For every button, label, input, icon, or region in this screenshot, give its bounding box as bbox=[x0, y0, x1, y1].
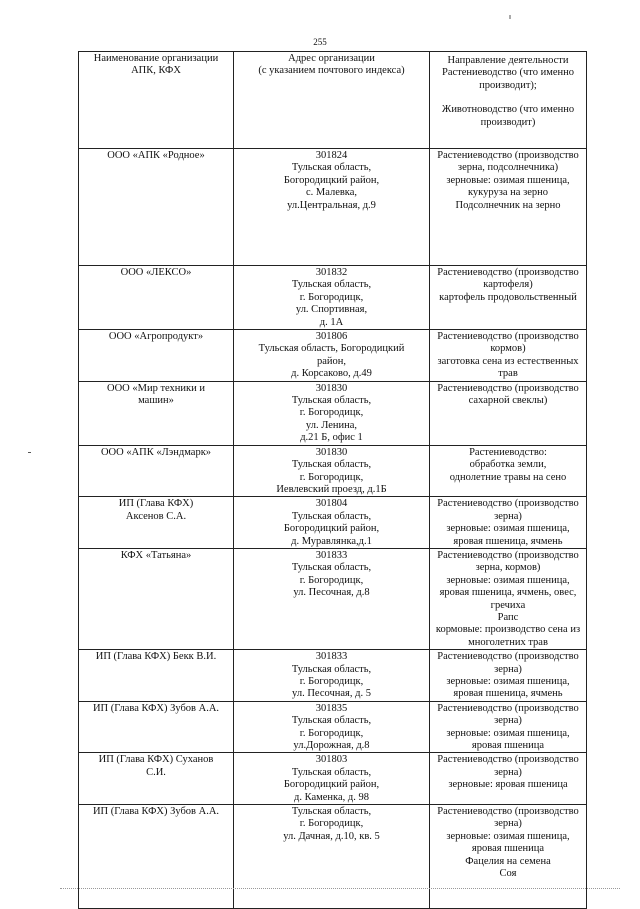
cell-activity bbox=[430, 701, 587, 753]
cell-line: ООО «Мир техники и bbox=[106, 382, 206, 394]
cell-activity bbox=[430, 805, 587, 909]
cell-line: Тульская область, bbox=[291, 663, 372, 675]
cell-name bbox=[79, 266, 234, 330]
table-header-row bbox=[79, 52, 587, 149]
cell-line: г. Богородицк, bbox=[299, 471, 364, 483]
cell-line: Растениеводство (производство bbox=[437, 651, 579, 663]
header-activity bbox=[430, 52, 587, 149]
cell-activity bbox=[430, 445, 587, 497]
cell-line: 301830 bbox=[315, 382, 348, 394]
cell-address bbox=[234, 805, 430, 909]
cell-line: 301804 bbox=[315, 498, 348, 510]
cell-line: С.И. bbox=[146, 766, 166, 778]
cell-line: однолетние травы на сено bbox=[449, 471, 567, 483]
cell-line: яровая пшеница bbox=[471, 843, 545, 855]
cell-name bbox=[79, 753, 234, 805]
cell-line: Животноводство (что именно bbox=[441, 104, 575, 116]
cell-address bbox=[234, 445, 430, 497]
cell-line: Растениеводство: bbox=[469, 446, 547, 458]
cell-name bbox=[79, 548, 234, 649]
cell-line: 301835 bbox=[315, 702, 348, 714]
cell-activity bbox=[430, 753, 587, 805]
cell-line: Тульская область, bbox=[291, 766, 372, 778]
cell-line: Растениеводство (производство bbox=[437, 754, 579, 766]
cell-activity bbox=[430, 381, 587, 445]
cell-line: зерновые: озимая пшеница, bbox=[446, 830, 570, 842]
cell-line: ООО «АПК «Лэндмарк» bbox=[100, 446, 212, 458]
table-row bbox=[79, 753, 587, 805]
cell-line: КФХ «Татьяна» bbox=[120, 549, 192, 561]
cell-line: Растениеводство (производство bbox=[437, 702, 579, 714]
cell-line: зерновые: озимая пшеница, bbox=[446, 523, 570, 535]
table-row bbox=[79, 701, 587, 753]
cell-line: д. Муравлянка,д.1 bbox=[291, 535, 372, 547]
cell-line: Соя bbox=[499, 868, 517, 880]
cell-line: ООО «Агропродукт» bbox=[108, 331, 204, 343]
cell-line: ул.Дорожная, д.8 bbox=[293, 740, 370, 752]
cell-line: д.21 Б, офис 1 bbox=[300, 432, 363, 444]
cell-address bbox=[234, 149, 430, 266]
cell-line: ИП (Глава КФХ) Зубов А.А. bbox=[92, 702, 220, 714]
cell-line: ИП (Глава КФХ) bbox=[118, 498, 194, 510]
page-number: 255 bbox=[313, 37, 327, 47]
cell-line: Растениеводство (производство bbox=[437, 549, 579, 561]
cell-line: зерновые: озимая пшеница, bbox=[446, 174, 570, 186]
cell-activity bbox=[430, 548, 587, 649]
table-row bbox=[79, 330, 587, 382]
cell-line: зерна, подсолнечника) bbox=[457, 162, 559, 174]
cell-address bbox=[234, 753, 430, 805]
cell-line: производит) bbox=[480, 116, 536, 128]
cell-name bbox=[79, 497, 234, 549]
table-row bbox=[79, 548, 587, 649]
cell-line: Тульская область, bbox=[291, 162, 372, 174]
cell-line: Тульская область, Богородицкий bbox=[258, 343, 405, 355]
cell-line: Направление деятельности bbox=[447, 55, 569, 66]
cell-line: Богородицкий район, bbox=[283, 779, 380, 791]
table-body bbox=[79, 149, 587, 909]
cell-line: Аксенов С.А. bbox=[125, 510, 187, 522]
cell-line: трав bbox=[498, 368, 518, 380]
scan-speck bbox=[509, 15, 511, 19]
cell-line: Тульская область, bbox=[291, 395, 372, 407]
cell-line: яровая пшеница, ячмень, овес, bbox=[439, 587, 577, 599]
organizations-table bbox=[78, 51, 587, 909]
cell-line: ул. Спортивная, bbox=[295, 304, 368, 316]
cell-line: производит); bbox=[479, 79, 537, 91]
cell-line: (с указанием почтового индекса) bbox=[258, 65, 405, 77]
cell-line: г. Богородицк, bbox=[299, 407, 364, 419]
cell-name bbox=[79, 650, 234, 702]
cell-line: Растениеводство (производство bbox=[437, 498, 579, 510]
cell-line: 301832 bbox=[315, 267, 348, 278]
header-address bbox=[234, 52, 430, 149]
cell-line: Растениеводство (производство bbox=[437, 267, 579, 278]
table-row bbox=[79, 266, 587, 330]
cell-line: 301833 bbox=[315, 651, 348, 663]
cell-line: сахарной свеклы) bbox=[468, 395, 548, 407]
cell-line: зерна, кормов) bbox=[475, 562, 541, 574]
cell-line: 301833 bbox=[315, 549, 348, 561]
cell-name bbox=[79, 330, 234, 382]
cell-line: Растениеводство (производство bbox=[437, 382, 579, 394]
table-row bbox=[79, 805, 587, 909]
cell-activity bbox=[430, 497, 587, 549]
cell-line: зерновые: яровая пшеница bbox=[448, 779, 568, 791]
cell-line: зерна) bbox=[494, 663, 522, 675]
cell-line: Тульская область, bbox=[291, 459, 372, 471]
table-row bbox=[79, 381, 587, 445]
cell-line: машин» bbox=[138, 395, 174, 407]
cell-line: обработка земли, bbox=[469, 459, 547, 471]
cell-line: Тульская область, bbox=[291, 806, 372, 818]
cell-line: г. Богородицк, bbox=[299, 574, 364, 586]
cell-line: с. Малевка, bbox=[305, 187, 358, 199]
cell-line: зерновые: озимая пшеница, bbox=[446, 727, 570, 739]
cell-name bbox=[79, 149, 234, 266]
cell-line: кормовые: производство сена из bbox=[435, 624, 581, 636]
cell-line: ИП (Глава КФХ) Зубов А.А. bbox=[92, 806, 220, 818]
table-row bbox=[79, 650, 587, 702]
cell-activity bbox=[430, 266, 587, 330]
cell-line: ул. Ленина, bbox=[305, 419, 358, 431]
cell-line: 301830 bbox=[315, 446, 348, 458]
cell-line: Рапс bbox=[497, 611, 519, 623]
cell-line: г. Богородицк, bbox=[299, 676, 364, 687]
cell-line: Растениеводство (производство bbox=[437, 150, 579, 161]
cell-line: зерновые: озимая пшеница, bbox=[446, 676, 570, 687]
cell-line: зерна) bbox=[494, 510, 522, 522]
cell-line: г. Богородицк, bbox=[299, 291, 364, 303]
cell-line: ул.Центральная, д.9 bbox=[287, 199, 376, 211]
cell-activity bbox=[430, 149, 587, 266]
cell-line: Тульская область, bbox=[291, 562, 372, 574]
cell-activity bbox=[430, 650, 587, 702]
cell-line: кормов) bbox=[490, 343, 526, 355]
cell-activity bbox=[430, 330, 587, 382]
cell-line: Растениеводство (производство bbox=[437, 806, 579, 818]
table-row bbox=[79, 445, 587, 497]
cell-line: гречиха bbox=[490, 599, 526, 611]
cell-line: зерновые: озимая пшеница, bbox=[446, 574, 570, 586]
cell-line: картофеля) bbox=[483, 279, 533, 291]
cell-line: яровая пшеница bbox=[471, 740, 545, 752]
cell-line: Тульская область, bbox=[291, 715, 372, 727]
header-name bbox=[79, 52, 234, 149]
scan-edge bbox=[60, 888, 620, 891]
cell-address bbox=[234, 701, 430, 753]
line-gap bbox=[433, 92, 583, 104]
cell-line: зерна) bbox=[494, 766, 522, 778]
cell-line: зерна) bbox=[494, 818, 522, 830]
cell-line: многолетних трав bbox=[468, 636, 548, 648]
cell-line: заготовка сена из естественных bbox=[437, 355, 579, 367]
cell-line: Тульская область, bbox=[291, 279, 372, 291]
cell-line: г. Богородицк, bbox=[299, 818, 364, 830]
cell-line: д. Каменка, д. 98 bbox=[294, 791, 369, 803]
cell-line: Тульская область, bbox=[291, 510, 372, 522]
cell-address bbox=[234, 548, 430, 649]
cell-line: ИП (Глава КФХ) Бекк В.И. bbox=[95, 651, 217, 663]
cell-address bbox=[234, 381, 430, 445]
cell-line: Адрес организации bbox=[288, 53, 375, 64]
cell-line: яровая пшеница, ячмень bbox=[453, 535, 563, 547]
cell-line: Богородицкий район, bbox=[283, 174, 380, 186]
cell-line: зерна) bbox=[494, 715, 522, 727]
cell-line: Наименование организации bbox=[93, 53, 219, 64]
cell-line: ул. Песочная, д.8 bbox=[293, 587, 370, 599]
cell-line: ул. Дачная, д.10, кв. 5 bbox=[283, 830, 380, 842]
cell-line: 301824 bbox=[315, 150, 348, 161]
cell-line: Фацелия на семена bbox=[465, 855, 551, 867]
cell-line: ООО «ЛЕКСО» bbox=[120, 267, 192, 278]
cell-line: Растениеводство (производство bbox=[437, 331, 579, 343]
cell-line: яровая пшеница, ячмень bbox=[453, 688, 563, 700]
cell-line: АПК, КФХ bbox=[131, 65, 181, 77]
cell-name bbox=[79, 445, 234, 497]
cell-name bbox=[79, 805, 234, 909]
cell-line: ИП (Глава КФХ) Суханов bbox=[98, 754, 214, 766]
cell-line: кукуруза на зерно bbox=[467, 187, 549, 199]
cell-line: район, bbox=[316, 355, 347, 367]
cell-line: Иевлевский проезд, д.1Б bbox=[276, 483, 387, 495]
cell-address bbox=[234, 497, 430, 549]
cell-address bbox=[234, 266, 430, 330]
cell-address bbox=[234, 650, 430, 702]
cell-line: г. Богородицк, bbox=[299, 727, 364, 739]
cell-line: д. Корсаково, д.49 bbox=[291, 368, 372, 380]
cell-line: д. 1А bbox=[319, 316, 344, 328]
cell-line: ул. Песочная, д. 5 bbox=[292, 688, 371, 700]
cell-name bbox=[79, 701, 234, 753]
cell-line: 301803 bbox=[315, 754, 348, 766]
cell-line: ООО «АПК «Родное» bbox=[107, 150, 205, 161]
cell-address bbox=[234, 330, 430, 382]
margin-mark bbox=[28, 452, 31, 453]
table-row bbox=[79, 497, 587, 549]
cell-name bbox=[79, 381, 234, 445]
table-row bbox=[79, 149, 587, 266]
cell-line: Богородицкий район, bbox=[283, 523, 380, 535]
cell-line: 301806 bbox=[315, 331, 348, 343]
cell-line: Подсолнечник на зерно bbox=[455, 199, 561, 211]
cell-line: картофель продовольственный bbox=[439, 291, 577, 303]
cell-line: Растениеводство (что именно bbox=[441, 67, 574, 79]
